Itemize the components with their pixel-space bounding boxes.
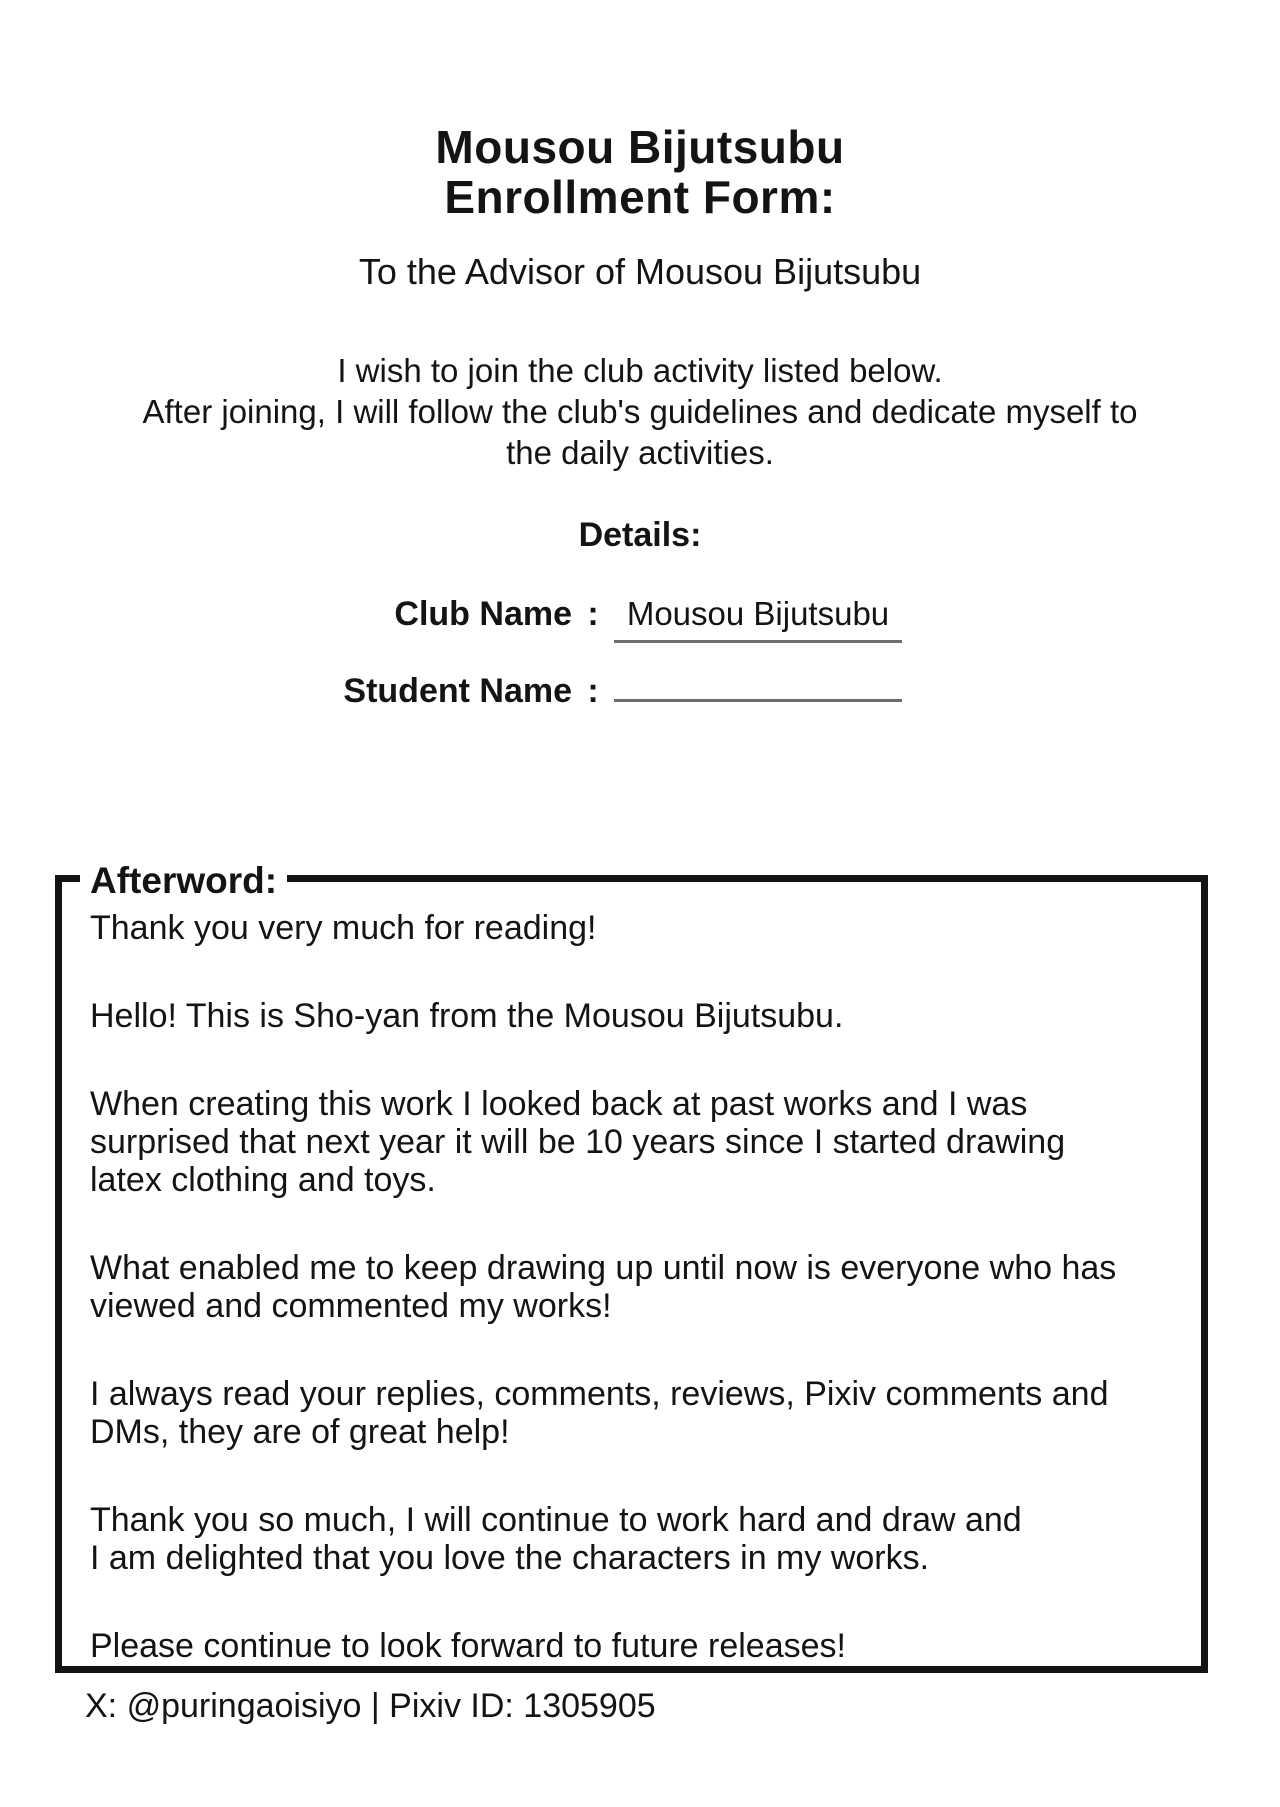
field-value: Mousou Bijutsubu: [614, 593, 902, 643]
pledge-line-2: After joining, I will follow the club's guidelines and dedicate myself to: [142, 393, 1138, 430]
afterword-paragraphs: [62, 882, 1201, 1665]
enrollment-form-header: [0, 0, 1280, 712]
pledge-line-1: I wish to join the club activity listed below.: [337, 352, 943, 389]
pledge-line-3: the daily activities.: [506, 434, 774, 471]
afterword-paragraph: What enabled me to keep drawing up until now is everyone who has viewed and commented my works!: [90, 1249, 1117, 1325]
field-colon: :: [587, 595, 599, 633]
afterword-paragraph: Hello! This is Sho-yan from the Mousou Bijutsubu.: [90, 997, 844, 1035]
field-label: Club Name: [394, 595, 572, 633]
afterword-paragraph: Thank you so much, I will continue to work hard and draw and I am delighted that you love the characters in my works.: [90, 1501, 1022, 1577]
afterword-box: [55, 860, 1208, 1673]
form-pledge: [0, 350, 1280, 473]
details-heading: Details:: [578, 516, 702, 554]
form-field-row: [0, 593, 1280, 643]
field-colon: :: [587, 672, 599, 710]
afterword-paragraph: When creating this work I looked back at past works and I was surprised that next year it will be 10 years since I started drawing latex clothing and toys.: [90, 1085, 1066, 1199]
afterword-paragraph: I always read your replies, comments, reviews, Pixiv comments and DMs, they are of great help!: [90, 1375, 1109, 1451]
afterword-heading: Afterword:: [80, 860, 287, 902]
form-title-line2: Enrollment Form:: [444, 171, 836, 223]
field-value: [614, 652, 902, 702]
form-field-row: [0, 652, 1280, 712]
credit-line: X: @puringaoisiyo | Pixiv ID: 1305905: [85, 1687, 656, 1725]
form-addressee: To the Advisor of Mousou Bijutsubu: [358, 251, 922, 292]
afterword-paragraph: Thank you very much for reading!: [90, 909, 597, 947]
afterword-paragraph: Please continue to look forward to future releases!: [90, 1627, 846, 1665]
form-title: [0, 122, 1280, 222]
form-fields: [0, 593, 1280, 712]
field-label: Student Name: [343, 672, 572, 710]
form-title-line1: Mousou Bijutsubu: [435, 121, 845, 173]
